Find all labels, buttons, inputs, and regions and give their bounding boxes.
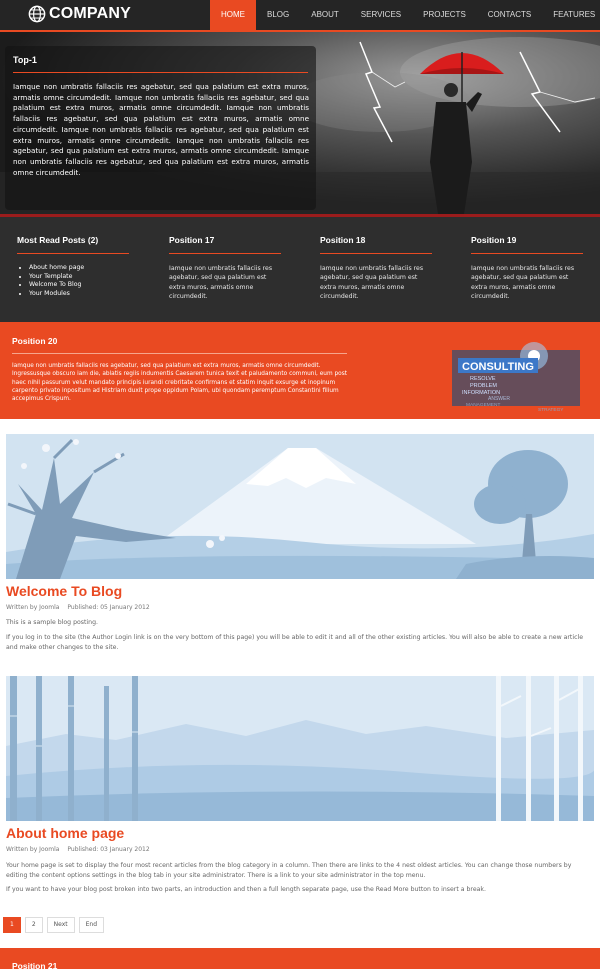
end-page-button[interactable]: End [79,917,104,933]
consulting-heading: CONSULTING [462,361,534,373]
bamboo-mountain-image [6,676,594,821]
article-1-title[interactable]: Welcome To Blog [6,583,123,599]
article-2-title[interactable]: About home page [6,825,125,841]
globe-icon [28,5,46,23]
nav-features[interactable]: FEATURES [553,10,596,19]
article-published: Published: 05 January 2012 [67,604,150,611]
article-2-paragraph: If you want to have your blog post broken into two parts, an introduction and then a full length separate page, use the Read More button to insert a break. [6,886,486,893]
nav-contacts[interactable]: CONTACTS [487,10,532,19]
position-19-title: Position 19 [471,235,517,245]
title-divider [17,253,129,254]
most-read-list [17,264,129,298]
consulting-word: PROBLEM [470,383,497,389]
title-divider [471,253,583,254]
top1-module [5,46,316,210]
mountain-blossom-image [6,434,594,579]
article-1-paragraph: This is a sample blog posting. [6,619,98,626]
nav-home[interactable]: HOME [210,0,256,30]
title-divider [12,353,347,354]
site-header [0,0,600,32]
article-2-paragraph: Your home page is set to display the four most recent articles from the blog category in a column. Then there are links to the 4 nest oldest articles. You can change those numbers by editing the content options settings in the blog tab in your site administrator. There is a link to your site administrator in the top menu. [6,862,572,879]
position-17-module [169,235,281,302]
nav-projects[interactable]: PROJECTS [423,10,466,19]
nav-blog[interactable]: BLOG [267,10,290,19]
position-20-text: Iamque non umbratis fallaciis res agebatur, sed qua palatium est extra muros, armatis omne circumdedit. Ingressusque obscuro iam die, ablatis regiis indumentis Caesarem tunica texit et paludamento communi, eum post haec nihil passurum velut mandato principis iurandi crebritate confirmans et statim inquit exsurge et inopinum carpento privato inpositum ad Histriam duxit prope oppidum Polam, ubi quondam peremptum Constantini filium accepimus Crispum. [12,363,347,403]
position-19-module [471,235,583,302]
most-read-module [17,235,129,298]
positions-dark-band [0,217,600,322]
position-21-title: Position 21 [12,961,58,971]
article-2-meta [6,846,150,853]
consulting-word: RESOLVE [470,376,496,382]
article-published: Published: 03 January 2012 [67,846,150,853]
position-20-band [0,322,600,419]
article-author: Written by Joomla [6,604,60,611]
position-21-band [0,948,600,969]
consulting-word: MANAGEMENT [466,403,501,408]
nav-about[interactable]: ABOUT [311,10,339,19]
position-18-module [320,235,432,302]
most-read-item[interactable]: • Welcome To Blog [29,281,129,290]
top1-title: Top-1 [13,55,37,65]
consulting-word: STRATEGY [538,408,564,413]
consulting-word: INFORMATION [462,390,501,396]
position-19-text: Iamque non umbratis fallaciis res agebatur, sed qua palatium est extra muros, armatis omne circumdedit. [471,265,575,301]
title-divider [320,253,432,254]
pagination [3,917,104,933]
article-2-image [6,676,594,821]
logo-text: COMPANY [49,5,131,22]
logo[interactable] [28,5,131,23]
top1-text: Iamque non umbratis fallaciis res agebatur, sed qua palatium est extra muros, armatis omne circumdedit. Iamque non umbratis fallaciis res agebatur, sed qua palatium est extra muros, armatis omne circumdedit. Iamque non umbratis fallaciis res agebatur, sed qua palatium est extra muros, armatis omne circumdedit. Iamque non umbratis fallaciis res agebatur, sed qua palatium est extra muros, armatis omne circumdedit. Iamque non umbratis fallaciis res agebatur, sed qua palatium est extra muros, armatis omne circumdedit. Iamque non umbratis fallaciis res agebatur, sed qua palatium est extra muros, armatis omne circumdedit. [13,82,309,177]
main-nav [210,0,600,30]
position-18-text: Iamque non umbratis fallaciis res agebatur, sed qua palatium est extra muros, armatis omne circumdedit. [320,265,424,301]
article-author: Written by Joomla [6,846,60,853]
most-read-title: Most Read Posts (2) [17,235,99,245]
consulting-image [452,340,590,414]
next-page-button[interactable]: Next [47,917,75,933]
hero-banner [0,32,600,214]
nav-services[interactable]: SERVICES [360,10,402,19]
article-1-paragraph: If you log in to the site (the Author Login link is on the very bottom of this page) you will be able to edit it and all of the other existing articles. You will also be able to create a new article and make other changes to the site. [6,634,584,651]
most-read-item[interactable]: • About home page [29,264,129,273]
title-divider [169,253,281,254]
most-read-item[interactable]: • Your Template [29,273,129,282]
position-18-title: Position 18 [320,235,366,245]
page-1-button[interactable]: 1 [3,917,21,933]
position-17-text: Iamque non umbratis fallaciis res agebatur, sed qua palatium est extra muros, armatis omne circumdedit. [169,265,273,301]
position-17-title: Position 17 [169,235,215,245]
page-2-button[interactable]: 2 [25,917,43,933]
consulting-word: ANSWER [488,396,510,402]
title-divider [13,72,308,73]
position-20-title: Position 20 [12,336,58,346]
article-1-meta [6,604,150,611]
article-1-image [6,434,594,579]
most-read-item[interactable]: • Your Modules [29,290,129,299]
